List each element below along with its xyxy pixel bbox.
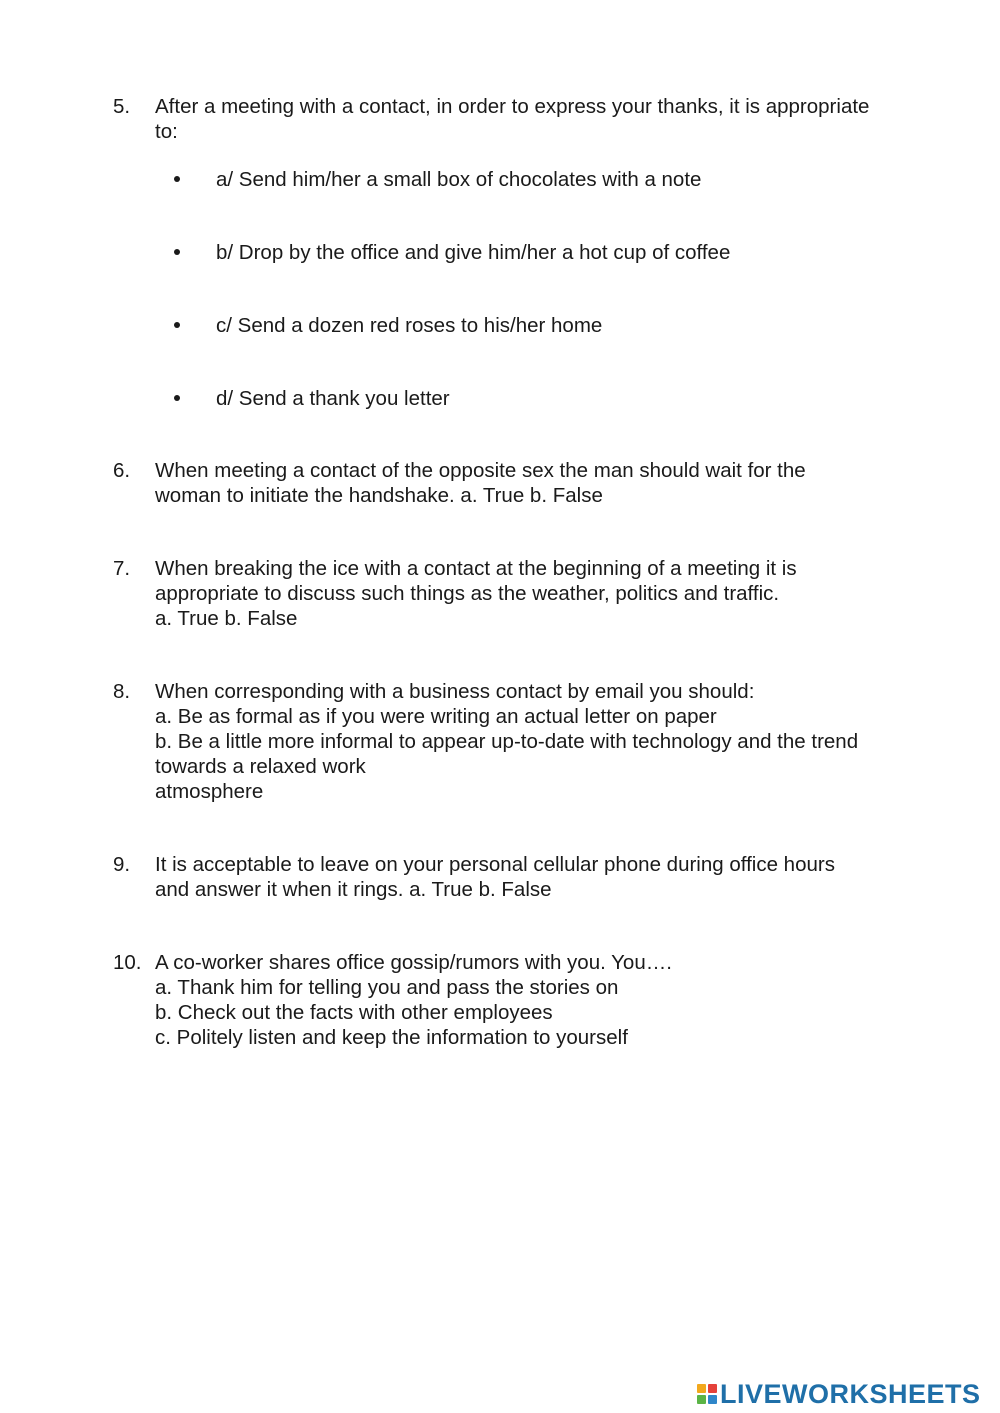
logo-tile [708,1395,717,1404]
logo-tile [708,1384,717,1393]
question-text: a. Be as formal as if you were writing an actual letter on paper [155,705,717,728]
option-c [174,313,602,338]
bullet-icon [174,249,180,255]
bullet-icon [174,176,180,182]
brand-name: LIVEWORKSHEETS [720,1378,981,1409]
option-d [174,386,450,411]
question-number: 9. [113,853,131,876]
option-a [174,167,701,192]
question-6 [113,458,943,508]
question-text: and answer it when it rings. a. True b. False [155,878,552,901]
question-text: to: [155,120,178,143]
question-9 [113,852,943,902]
question-8 [113,679,943,804]
option-text: a/ Send him/her a small box of chocolates with a note [216,168,702,191]
question-text: towards a relaxed work [155,755,366,778]
liveworksheets-logo [697,1379,981,1409]
question-text: When breaking the ice with a contact at the beginning of a meeting it is [155,557,797,580]
question-text: atmosphere [155,780,264,803]
question-number: 8. [113,680,131,703]
question-5 [113,94,943,144]
question-number: 7. [113,557,131,580]
question-number: 5. [113,95,131,118]
option-text: b/ Drop by the office and give him/her a hot cup of coffee [216,241,731,264]
logo-tile [697,1384,706,1393]
question-text: It is acceptable to leave on your personal cellular phone during office hours [155,853,835,876]
question-text: b. Be a little more informal to appear up-to-date with technology and the trend [155,730,859,753]
bullet-icon [174,322,180,328]
question-text: After a meeting with a contact, in order to express your thanks, it is appropriate [155,95,870,118]
question-text: A co-worker shares office gossip/rumors with you. You…. [155,951,672,974]
question-text: b. Check out the facts with other employees [155,1001,553,1024]
question-number: 6. [113,459,131,482]
question-text: When meeting a contact of the opposite sex the man should wait for the [155,459,806,482]
question-text: woman to initiate the handshake. a. True b. False [155,484,603,507]
question-text: a. True b. False [155,607,298,630]
option-text: d/ Send a thank you letter [216,387,450,410]
option-text: c/ Send a dozen red roses to his/her home [216,314,603,337]
question-7 [113,556,943,631]
question-text: c. Politely listen and keep the information to yourself [155,1026,628,1049]
bullet-icon [174,395,180,401]
question-10 [113,950,943,1050]
question-text: a. Thank him for telling you and pass the stories on [155,976,619,999]
question-number: 10. [113,951,142,974]
liveworksheets-logo-icon [697,1384,717,1404]
question-text: When corresponding with a business contact by email you should: [155,680,755,703]
logo-tile [697,1395,706,1404]
question-text: appropriate to discuss such things as the weather, politics and traffic. [155,582,780,605]
option-b [174,240,730,265]
